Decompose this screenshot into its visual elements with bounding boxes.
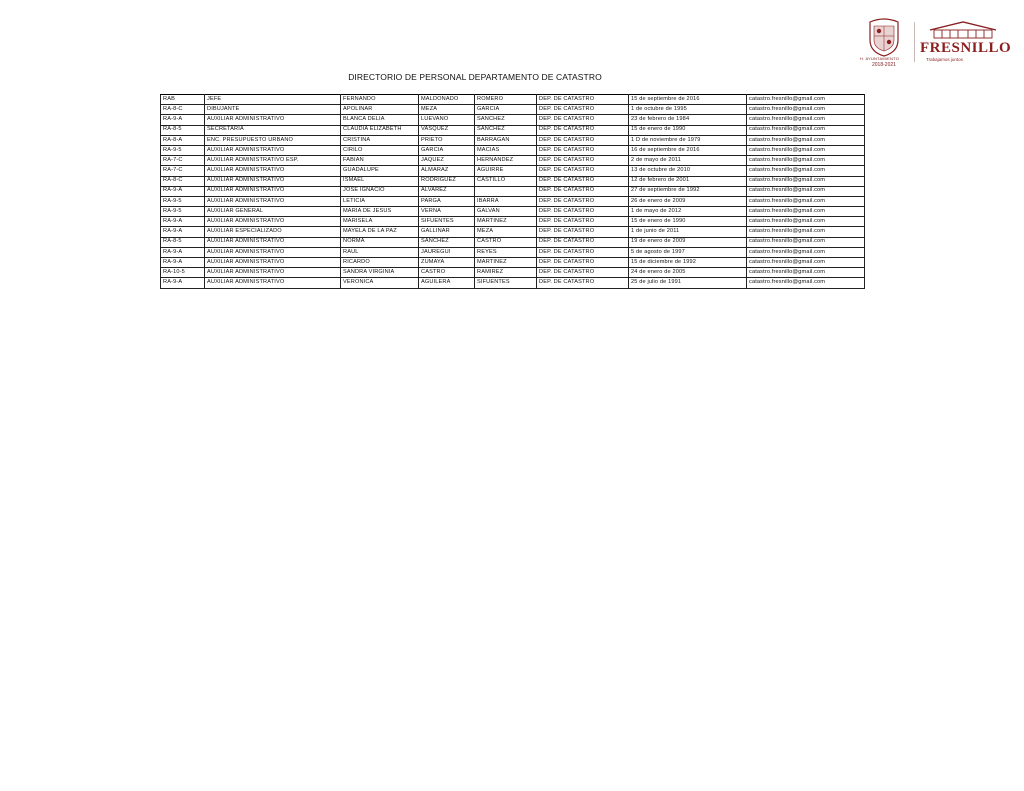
second-last-name-cell: AGUIRRE xyxy=(475,166,537,176)
start-date-cell: 15 de septiembre de 2016 xyxy=(629,95,747,105)
second-last-name-cell: RAMIREZ xyxy=(475,268,537,278)
code-cell: RA-9-A xyxy=(161,278,205,288)
position-cell: AUXILIAR ADMINISTRATIVO xyxy=(205,166,341,176)
last-name-cell: VASQUEZ xyxy=(419,125,475,135)
second-last-name-cell: CASTRO xyxy=(475,237,537,247)
start-date-cell: 5 de agosto de 1997 xyxy=(629,247,747,257)
first-name-cell: RAUL xyxy=(341,247,419,257)
second-last-name-cell: ROMERO xyxy=(475,95,537,105)
code-cell: RAB xyxy=(161,95,205,105)
first-name-cell: MARISELA xyxy=(341,217,419,227)
position-cell: AUXILIAR ADMINISTRATIVO xyxy=(205,186,341,196)
department-cell: DEP. DE CATASTRO xyxy=(537,156,629,166)
code-cell: RA-8-C xyxy=(161,105,205,115)
department-cell: DEP. DE CATASTRO xyxy=(537,237,629,247)
code-cell: RA-8-5 xyxy=(161,125,205,135)
second-last-name-cell: MARTINEZ xyxy=(475,217,537,227)
email-cell: catastro.fresnillo@gmail.com xyxy=(747,268,865,278)
position-cell: AUXILIAR ADMINISTRATIVO xyxy=(205,196,341,206)
last-name-cell: MALDONADO xyxy=(419,95,475,105)
department-cell: DEP. DE CATASTRO xyxy=(537,115,629,125)
first-name-cell: MARIA DE JESUS xyxy=(341,207,419,217)
brand-logo xyxy=(918,20,1012,66)
email-cell: catastro.fresnillo@gmail.com xyxy=(747,237,865,247)
first-name-cell: MAYELA DE LA PAZ xyxy=(341,227,419,237)
table-row xyxy=(161,135,865,145)
last-name-cell: GALLINAR xyxy=(419,227,475,237)
code-cell: RA-7-C xyxy=(161,156,205,166)
last-name-cell: SIFUENTES xyxy=(419,217,475,227)
start-date-cell: 1 D de noviembre de 1979 xyxy=(629,135,747,145)
department-cell: DEP. DE CATASTRO xyxy=(537,176,629,186)
logo-divider xyxy=(914,22,915,62)
position-cell: AUXILIAR ESPECIALIZADO xyxy=(205,227,341,237)
position-cell: AUXILIAR ADMINISTRATIVO xyxy=(205,268,341,278)
last-name-cell: GARCIA xyxy=(419,145,475,155)
code-cell: RA-9-A xyxy=(161,186,205,196)
first-name-cell: CLAUDIA ELIZABETH xyxy=(341,125,419,135)
table-row xyxy=(161,247,865,257)
start-date-cell: 16 de septiembre de 2016 xyxy=(629,145,747,155)
email-cell: catastro.fresnillo@gmail.com xyxy=(747,186,865,196)
start-date-cell: 27 de septiembre de 1992 xyxy=(629,186,747,196)
start-date-cell: 15 de enero de 1990 xyxy=(629,217,747,227)
position-cell: AUXILIAR ADMINISTRATIVO ESP. xyxy=(205,156,341,166)
department-cell: DEP. DE CATASTRO xyxy=(537,95,629,105)
table-row xyxy=(161,258,865,268)
email-cell: catastro.fresnillo@gmail.com xyxy=(747,156,865,166)
first-name-cell: JOSE IGNACIO xyxy=(341,186,419,196)
table-row xyxy=(161,268,865,278)
email-cell: catastro.fresnillo@gmail.com xyxy=(747,258,865,268)
position-cell: AUXILIAR ADMINISTRATIVO xyxy=(205,176,341,186)
email-cell: catastro.fresnillo@gmail.com xyxy=(747,95,865,105)
code-cell: RA-9-A xyxy=(161,247,205,257)
department-cell: DEP. DE CATASTRO xyxy=(537,258,629,268)
department-cell: DEP. DE CATASTRO xyxy=(537,166,629,176)
position-cell: AUXILIAR ADMINISTRATIVO xyxy=(205,258,341,268)
second-last-name-cell: HERNANDEZ xyxy=(475,156,537,166)
last-name-cell: ZUMAYA xyxy=(419,258,475,268)
first-name-cell: LETICIA xyxy=(341,196,419,206)
first-name-cell: APOLINAR xyxy=(341,105,419,115)
table-row xyxy=(161,166,865,176)
start-date-cell: 15 de diciembre de 1992 xyxy=(629,258,747,268)
second-last-name-cell: MACIAS xyxy=(475,145,537,155)
code-cell: RA-9-5 xyxy=(161,207,205,217)
last-name-cell: LUEVANO xyxy=(419,115,475,125)
table-row xyxy=(161,227,865,237)
header-logos xyxy=(860,18,1010,66)
email-cell: catastro.fresnillo@gmail.com xyxy=(747,166,865,176)
table-row xyxy=(161,176,865,186)
department-cell: DEP. DE CATASTRO xyxy=(537,145,629,155)
department-cell: DEP. DE CATASTRO xyxy=(537,125,629,135)
second-last-name-cell: SIFUENTES xyxy=(475,278,537,288)
second-last-name-cell: GARCIA xyxy=(475,105,537,115)
email-cell: catastro.fresnillo@gmail.com xyxy=(747,247,865,257)
first-name-cell: VERONICA xyxy=(341,278,419,288)
second-last-name-cell: SANCHEZ xyxy=(475,125,537,135)
second-last-name-cell: MEZA xyxy=(475,227,537,237)
last-name-cell: VERNA xyxy=(419,207,475,217)
email-cell: catastro.fresnillo@gmail.com xyxy=(747,217,865,227)
email-cell: catastro.fresnillo@gmail.com xyxy=(747,196,865,206)
document-title: DIRECTORIO DE PERSONAL DEPARTAMENTO DE CATASTRO xyxy=(348,72,602,82)
start-date-cell: 23 de febrero de 1984 xyxy=(629,115,747,125)
department-cell: DEP. DE CATASTRO xyxy=(537,207,629,217)
email-cell: catastro.fresnillo@gmail.com xyxy=(747,145,865,155)
last-name-cell: JAUREGUI xyxy=(419,247,475,257)
table-row xyxy=(161,95,865,105)
brand-name: FRESNILLO xyxy=(920,40,1012,56)
start-date-cell: 24 de enero de 2005 xyxy=(629,268,747,278)
last-name-cell: ALVAREZ xyxy=(419,186,475,196)
seal-years: 2018-2021 xyxy=(872,62,896,68)
table-row xyxy=(161,196,865,206)
start-date-cell: 2 de mayo de 2011 xyxy=(629,156,747,166)
second-last-name-cell: GALVAN xyxy=(475,207,537,217)
position-cell: AUXILIAR ADMINISTRATIVO xyxy=(205,145,341,155)
first-name-cell: NORMA xyxy=(341,237,419,247)
second-last-name-cell: IBARRA xyxy=(475,196,537,206)
department-cell: DEP. DE CATASTRO xyxy=(537,196,629,206)
second-last-name-cell: MARTINEZ xyxy=(475,258,537,268)
email-cell: catastro.fresnillo@gmail.com xyxy=(747,105,865,115)
department-cell: DEP. DE CATASTRO xyxy=(537,227,629,237)
second-last-name-cell xyxy=(475,186,537,196)
department-cell: DEP. DE CATASTRO xyxy=(537,186,629,196)
code-cell: RA-9-A xyxy=(161,217,205,227)
email-cell: catastro.fresnillo@gmail.com xyxy=(747,176,865,186)
table-row xyxy=(161,105,865,115)
first-name-cell: FABIAN xyxy=(341,156,419,166)
email-cell: catastro.fresnillo@gmail.com xyxy=(747,278,865,288)
start-date-cell: 1 de junio de 2011 xyxy=(629,227,747,237)
start-date-cell: 15 de enero de 1990 xyxy=(629,125,747,135)
department-cell: DEP. DE CATASTRO xyxy=(537,247,629,257)
table-row xyxy=(161,186,865,196)
last-name-cell: CASTRO xyxy=(419,268,475,278)
position-cell: SECRETARIA xyxy=(205,125,341,135)
code-cell: RA-9-5 xyxy=(161,196,205,206)
second-last-name-cell: REYES xyxy=(475,247,537,257)
second-last-name-cell: BARRAGAN xyxy=(475,135,537,145)
table-row xyxy=(161,278,865,288)
brand-tagline: Trabajamos juntos xyxy=(926,57,963,62)
last-name-cell: JAQUEZ xyxy=(419,156,475,166)
position-cell: ENC. PRESUPUESTO URBANO xyxy=(205,135,341,145)
first-name-cell: SANDRA VIRGINIA xyxy=(341,268,419,278)
first-name-cell: CIRILO xyxy=(341,145,419,155)
table-body xyxy=(161,95,865,289)
table-row xyxy=(161,115,865,125)
first-name-cell: GUADALUPE xyxy=(341,166,419,176)
code-cell: RA-8-C xyxy=(161,176,205,186)
code-cell: RA-8-5 xyxy=(161,237,205,247)
code-cell: RA-9-5 xyxy=(161,145,205,155)
code-cell: RA-9-A xyxy=(161,115,205,125)
department-cell: DEP. DE CATASTRO xyxy=(537,217,629,227)
code-cell: RA-9-A xyxy=(161,227,205,237)
department-cell: DEP. DE CATASTRO xyxy=(537,135,629,145)
start-date-cell: 25 de julio de 1991 xyxy=(629,278,747,288)
start-date-cell: 13 de octubre de 2010 xyxy=(629,166,747,176)
table-row xyxy=(161,145,865,155)
table-row xyxy=(161,156,865,166)
last-name-cell: MEZA xyxy=(419,105,475,115)
building-logo-icon xyxy=(928,20,998,40)
table-row xyxy=(161,237,865,247)
table-row xyxy=(161,125,865,135)
department-cell: DEP. DE CATASTRO xyxy=(537,268,629,278)
email-cell: catastro.fresnillo@gmail.com xyxy=(747,115,865,125)
department-cell: DEP. DE CATASTRO xyxy=(537,105,629,115)
table-row xyxy=(161,217,865,227)
seal-caption: H. AYUNTAMIENTO xyxy=(860,56,900,61)
department-cell: DEP. DE CATASTRO xyxy=(537,278,629,288)
position-cell: DIBUJANTE xyxy=(205,105,341,115)
code-cell: RA-8-A xyxy=(161,135,205,145)
last-name-cell: RODRIGUEZ xyxy=(419,176,475,186)
last-name-cell: AGUILERA xyxy=(419,278,475,288)
personnel-table xyxy=(160,94,865,289)
position-cell: AUXILIAR ADMINISTRATIVO xyxy=(205,237,341,247)
email-cell: catastro.fresnillo@gmail.com xyxy=(747,125,865,135)
start-date-cell: 19 de enero de 2009 xyxy=(629,237,747,247)
last-name-cell: PARGA xyxy=(419,196,475,206)
last-name-cell: SANCHEZ xyxy=(419,237,475,247)
position-cell: JEFE xyxy=(205,95,341,105)
table-row xyxy=(161,207,865,217)
second-last-name-cell: CASTILLO xyxy=(475,176,537,186)
first-name-cell: BLANCA DELIA xyxy=(341,115,419,125)
position-cell: AUXILIAR ADMINISTRATIVO xyxy=(205,217,341,227)
position-cell: AUXILIAR ADMINISTRATIVO xyxy=(205,115,341,125)
start-date-cell: 1 de mayo de 2012 xyxy=(629,207,747,217)
code-cell: RA-9-A xyxy=(161,258,205,268)
email-cell: catastro.fresnillo@gmail.com xyxy=(747,227,865,237)
email-cell: catastro.fresnillo@gmail.com xyxy=(747,207,865,217)
position-cell: AUXILIAR GENERAL xyxy=(205,207,341,217)
first-name-cell: RICARDO xyxy=(341,258,419,268)
first-name-cell: CRISTINA xyxy=(341,135,419,145)
start-date-cell: 1 de octubre de 1995 xyxy=(629,105,747,115)
last-name-cell: ALMARAZ xyxy=(419,166,475,176)
first-name-cell: FERNANDO xyxy=(341,95,419,105)
email-cell: catastro.fresnillo@gmail.com xyxy=(747,135,865,145)
code-cell: RA-10-5 xyxy=(161,268,205,278)
last-name-cell: PRIETO xyxy=(419,135,475,145)
first-name-cell: ISMAEL xyxy=(341,176,419,186)
position-cell: AUXILIAR ADMINISTRATIVO xyxy=(205,278,341,288)
position-cell: AUXILIAR ADMINISTRATIVO xyxy=(205,247,341,257)
start-date-cell: 12 de febrero de 2001 xyxy=(629,176,747,186)
second-last-name-cell: SANCHEZ xyxy=(475,115,537,125)
code-cell: RA-7-C xyxy=(161,166,205,176)
start-date-cell: 26 de enero de 2009 xyxy=(629,196,747,206)
